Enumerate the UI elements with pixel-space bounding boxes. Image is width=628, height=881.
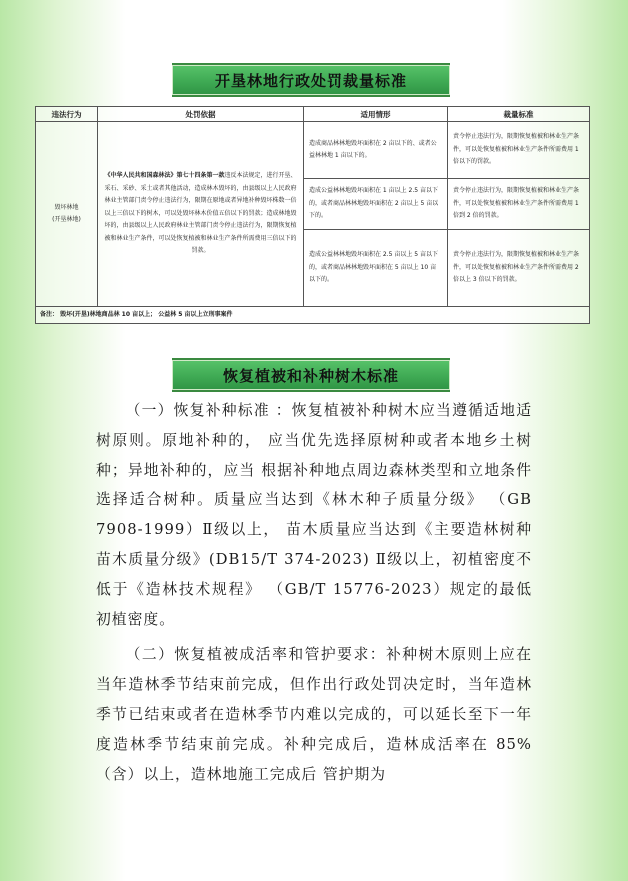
section-title-banner bbox=[172, 63, 450, 97]
section-title: 开垦林地行政处罚裁量标准 bbox=[214, 71, 407, 90]
legal-basis-text: 违反本法规定，进行开垦、采石、采砂、采土或者其他活动，造成林木毁坏的，由县级以上人民政府林业主管部门责令停止违法行为，限期在原地或者异地补种毁坏株数一倍以上三倍以下的树木，可以处毁坏林木价值五倍以下的罚款；造成林地毁坏的，由县级以上人民政府林业主管部门责令停止违法行为，限期恢复植被和林业生产条件，可以处恢复植被和林业生产条件所需费用三倍以下的罚款。 bbox=[104, 172, 297, 255]
legal-basis-article: 《中华人民共和国森林法》第七十四条第一款 bbox=[104, 172, 225, 180]
paragraph: （一）恢复补种标准 ：恢复植被补种树木应当遵循适地适树原则。原地补种的， 应当优先选择原树种或者本地乡土树种；异地补种的，应当 根据补种地点周边森林类型和立地条件选择适合树种。质量应当达到《林木种子质量分级》 （GB 7908-1999）Ⅱ级以上， 苗木质量应当达到《主要造林树种苗木质量分级》(DB15/T 374-2023) Ⅱ级以上，初植密度不低于《造林技术规程》 （GB/T 15776-2023）规定的最低初植密度。 bbox=[96, 402, 532, 628]
section-title-banner bbox=[172, 358, 450, 392]
situation-cell: 造成公益林林地毁坏面积在 1 亩以上 2.5 亩以下的，或者商品林林地毁坏面积在 2 亩以上 5 亩以下的。 bbox=[304, 179, 448, 230]
violation-act: 毁坏林地 (开垦林地) bbox=[52, 203, 81, 223]
section-title: 恢复植被和补种树木标准 bbox=[222, 366, 399, 385]
table-row bbox=[36, 122, 590, 179]
header-act: 违法行为 bbox=[36, 107, 98, 122]
legal-basis-cell bbox=[98, 122, 304, 307]
penalty-standard-table bbox=[35, 106, 590, 324]
standard-cell: 责令停止违法行为，限期恢复植被和林业生产条件，可以处恢复植被和林业生产条件所需费用 1 倍到 2 倍的罚款。 bbox=[448, 179, 590, 230]
situation-cell: 造成公益林林地毁坏面积在 2.5 亩以上 5 亩以下的，或者商品林林地毁坏面积在 5 亩以上 10 亩以下的。 bbox=[304, 230, 448, 307]
paragraph: （二）恢复植被成活率和管护要求：补种树木原则上应在当年造林季节结束前完成，但作出行政处罚决定时，当年造林季节已结束或者在造林季节内难以完成的，可以延长至下一年度造林季节结束前完成。补种完成后，造林成活率在 85%（含）以上，造林地施工完成后 管护期为 bbox=[96, 646, 532, 783]
body-text bbox=[96, 396, 532, 795]
header-standard: 裁量标准 bbox=[448, 107, 590, 122]
table-header-row bbox=[36, 107, 590, 122]
violation-act-cell bbox=[36, 122, 98, 307]
table-note-row bbox=[36, 307, 590, 324]
situation-cell: 造成商品林林地毁坏面积在 2 亩以下的、或者公益林林地 1 亩以下的。 bbox=[304, 122, 448, 179]
table-note: 备注： 毁坏(开垦)林地商品林 10 亩以上； 公益林 5 亩以上立刑事案件 bbox=[36, 307, 590, 324]
header-basis: 处罚依据 bbox=[98, 107, 304, 122]
standard-cell: 责令停止违法行为，限期恢复植被和林业生产条件，可以处恢复植被和林业生产条件所需费用 1 倍以下的罚款。 bbox=[448, 122, 590, 179]
header-situation: 适用情形 bbox=[304, 107, 448, 122]
standard-cell: 责令停止违法行为，限期恢复植被和林业生产条件，可以处恢复植被和林业生产条件所需费用 2 倍以上 3 倍以下的罚款。 bbox=[448, 230, 590, 307]
